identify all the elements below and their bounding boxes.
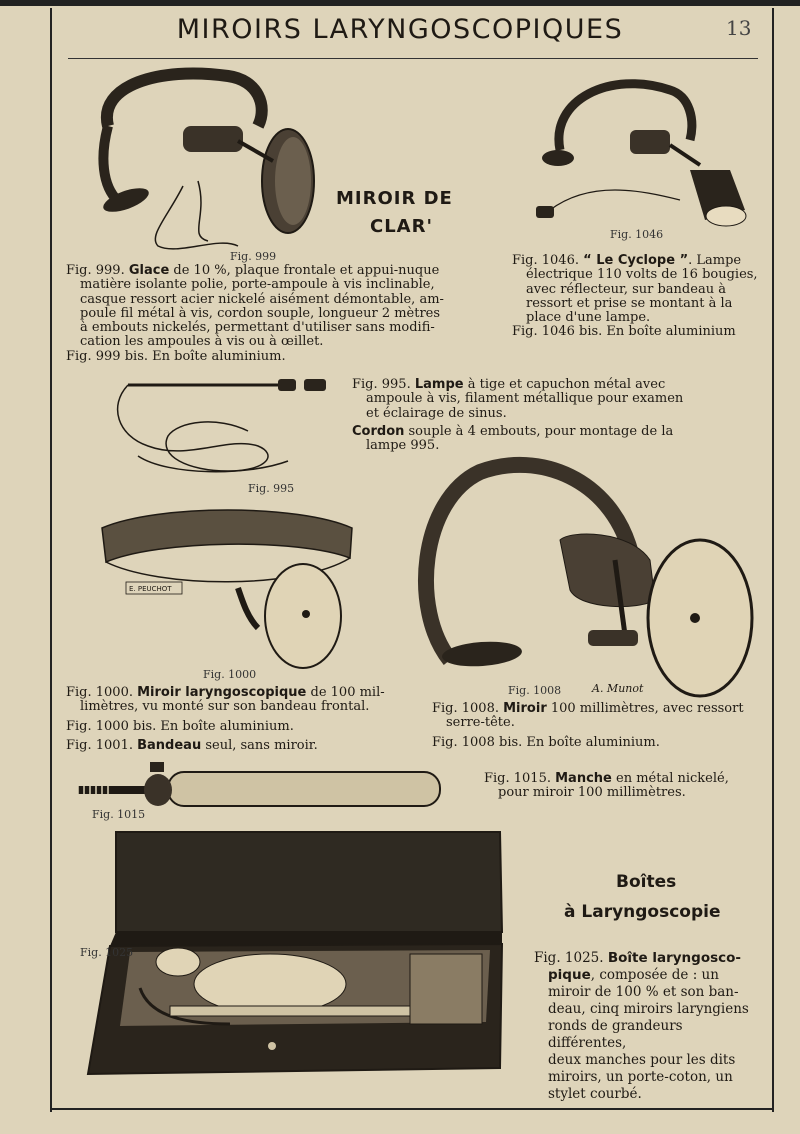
fig-999-bis-number: Fig. 999 — [66, 348, 121, 364]
engraver-credit: E. PEUCHOT — [129, 585, 172, 593]
fig-1025-number: Fig. 1025. — [534, 950, 604, 966]
fig-999-text: de 10 %, plaque frontale et appui-nuque — [169, 263, 440, 278]
fig-1008-bis-text: bis. En boîte aluminium. — [494, 734, 660, 750]
fig-1025-text: deau, cinq miroirs laryngiens — [548, 1001, 749, 1017]
fig-1015-text: en métal nickelé, — [611, 771, 729, 786]
fig-999-caption — [66, 264, 486, 364]
fig-1000-caption — [66, 686, 406, 753]
right-frame-line — [772, 8, 774, 1112]
fig-995-text: ampoule à vis, filament métallique pour examen — [366, 391, 684, 407]
fig-1008-label: Fig. 1008 — [508, 684, 562, 697]
fig-1025-text: miroirs, un porte-coton, un — [548, 1069, 733, 1085]
fig-995-text: à tige et capuchon métal avec — [463, 377, 666, 392]
fig-1046-text: avec réflecteur, sur bandeau à — [526, 281, 726, 297]
fig-1046-text: électrique 110 volts de 16 bougies, — [526, 267, 758, 283]
cordon-text: lampe 995. — [366, 438, 440, 454]
fig-1025-text: ronds de grandeurs différentes, — [548, 1018, 683, 1051]
headband-mirror-illustration — [98, 508, 358, 673]
fig-1046-caption — [512, 254, 760, 340]
fig-999-bis-text: bis. En boîte aluminium. — [120, 348, 286, 364]
fig-1001-text: seul, sans miroir. — [201, 737, 318, 753]
fig-1046-text: place d'une lampe. — [526, 310, 651, 326]
fig-1000-bis-number: Fig. 1000 — [66, 718, 129, 734]
fig-1008-bis-number: Fig. 1008 — [432, 734, 495, 750]
bottom-frame-line — [50, 1108, 774, 1110]
fig-1025-text: miroir de 100 % et son ban- — [548, 984, 739, 1000]
fig-995-text: et éclairage de sinus. — [366, 405, 507, 421]
fig-999-text: poule fil métal à vis, cordon souple, longueur 2 mètres — [80, 305, 441, 321]
fig-1025-label: Fig. 1025 — [80, 946, 134, 959]
fig-999-text: casque ressort acier nickelé aisément démontable, am- — [80, 291, 444, 307]
fig-995-label: Fig. 995 — [248, 482, 295, 495]
cordon-text: souple à 4 embouts, pour montage de la — [404, 423, 674, 439]
miroir-de-clar-heading-2: CLAR' — [370, 216, 433, 237]
fig-1015-text: pour miroir 100 millimètres. — [498, 785, 686, 801]
fig-1025-caption — [534, 950, 760, 1103]
fig-1000-text: limètres, vu monté sur son bandeau frontal. — [80, 699, 370, 715]
fig-1015-label: Fig. 1015 — [92, 808, 146, 821]
fig-1025-name-2: pique — [548, 967, 591, 983]
fig-1046-bis-text: bis. En boîte aluminium — [574, 324, 736, 340]
fig-1046-text: ressort et prise se montant à la — [526, 295, 733, 311]
fig-1008-name: Miroir — [503, 701, 547, 716]
left-frame-line — [50, 8, 52, 1112]
top-border — [0, 0, 800, 6]
fig-1000-bis-text: bis. En boîte aluminium. — [128, 718, 294, 734]
fig-1015-number: Fig. 1015. — [484, 771, 551, 786]
fig-999-name: Glace — [128, 263, 170, 278]
fig-1046-bis-number: Fig. 1046 — [512, 324, 575, 340]
fig-995-name: Lampe — [414, 377, 464, 392]
fig-995-number: Fig. 995. — [352, 377, 411, 392]
fig-1025-name: Boîte laryngosco- — [607, 950, 742, 966]
fig-1046-label: Fig. 1046 — [610, 228, 664, 241]
fig-999-number: Fig. 999. — [66, 263, 125, 278]
fig-1008-text: serre-tête. — [446, 715, 515, 731]
fig-1008-number: Fig. 1008. — [432, 701, 499, 716]
fig-999-text: matière isolante polie, porte-ampoule à vis inclinable, — [80, 277, 435, 293]
miroir-de-clar-heading-1: MIROIR DE — [336, 188, 453, 209]
fig-995-caption — [352, 378, 732, 453]
fig-999-text: cation les ampoules à vis ou à œillet. — [80, 334, 324, 350]
fig-1008-text: 100 millimètres, avec ressort — [546, 701, 744, 716]
page-title: MIROIRS LARYNGOSCOPIQUES — [176, 14, 624, 45]
boites-heading-2: à Laryngoscopie — [564, 902, 721, 922]
fig-1025-text: , composée de : un — [590, 967, 719, 983]
fig-1008-caption — [432, 702, 762, 750]
head-mirror-illustration — [88, 66, 328, 256]
fig-1001-number: Fig. 1001. — [66, 737, 133, 753]
fig-999-text: à embouts nickelés, permettant d'utiliser sans modifi- — [80, 320, 435, 336]
fig-1000-number: Fig. 1000. — [66, 685, 133, 700]
spring-headband-mirror-illustration — [420, 460, 760, 700]
fig-1046-number: Fig. 1046. — [512, 253, 579, 268]
laryngoscopy-case-illustration — [70, 828, 526, 1090]
boites-heading-1: Boîtes — [616, 872, 677, 892]
lamp-cord-illustration — [108, 376, 338, 486]
cordon-name: Cordon — [352, 423, 405, 439]
cyclope-lamp-illustration — [530, 70, 760, 230]
fig-1025-text: deux manches pour les dits — [548, 1052, 736, 1068]
engraver-signature: A. Munot — [592, 682, 644, 695]
fig-1025-text: stylet courbé. — [548, 1086, 642, 1102]
title-rule — [68, 58, 758, 59]
page-number: 13 — [726, 16, 752, 40]
fig-1015-name: Manche — [555, 771, 612, 786]
fig-1000-text: de 100 mil- — [306, 685, 385, 700]
fig-1000-label: Fig. 1000 — [203, 668, 257, 681]
fig-999-label: Fig. 999 — [230, 250, 277, 263]
fig-1015-caption — [484, 772, 764, 801]
fig-1000-name: Miroir laryngoscopique — [137, 685, 307, 700]
fig-1046-text: . Lampe — [688, 253, 742, 268]
fig-1001-name: Bandeau — [137, 737, 202, 753]
fig-1046-name: “ Le Cyclope ” — [583, 253, 689, 268]
